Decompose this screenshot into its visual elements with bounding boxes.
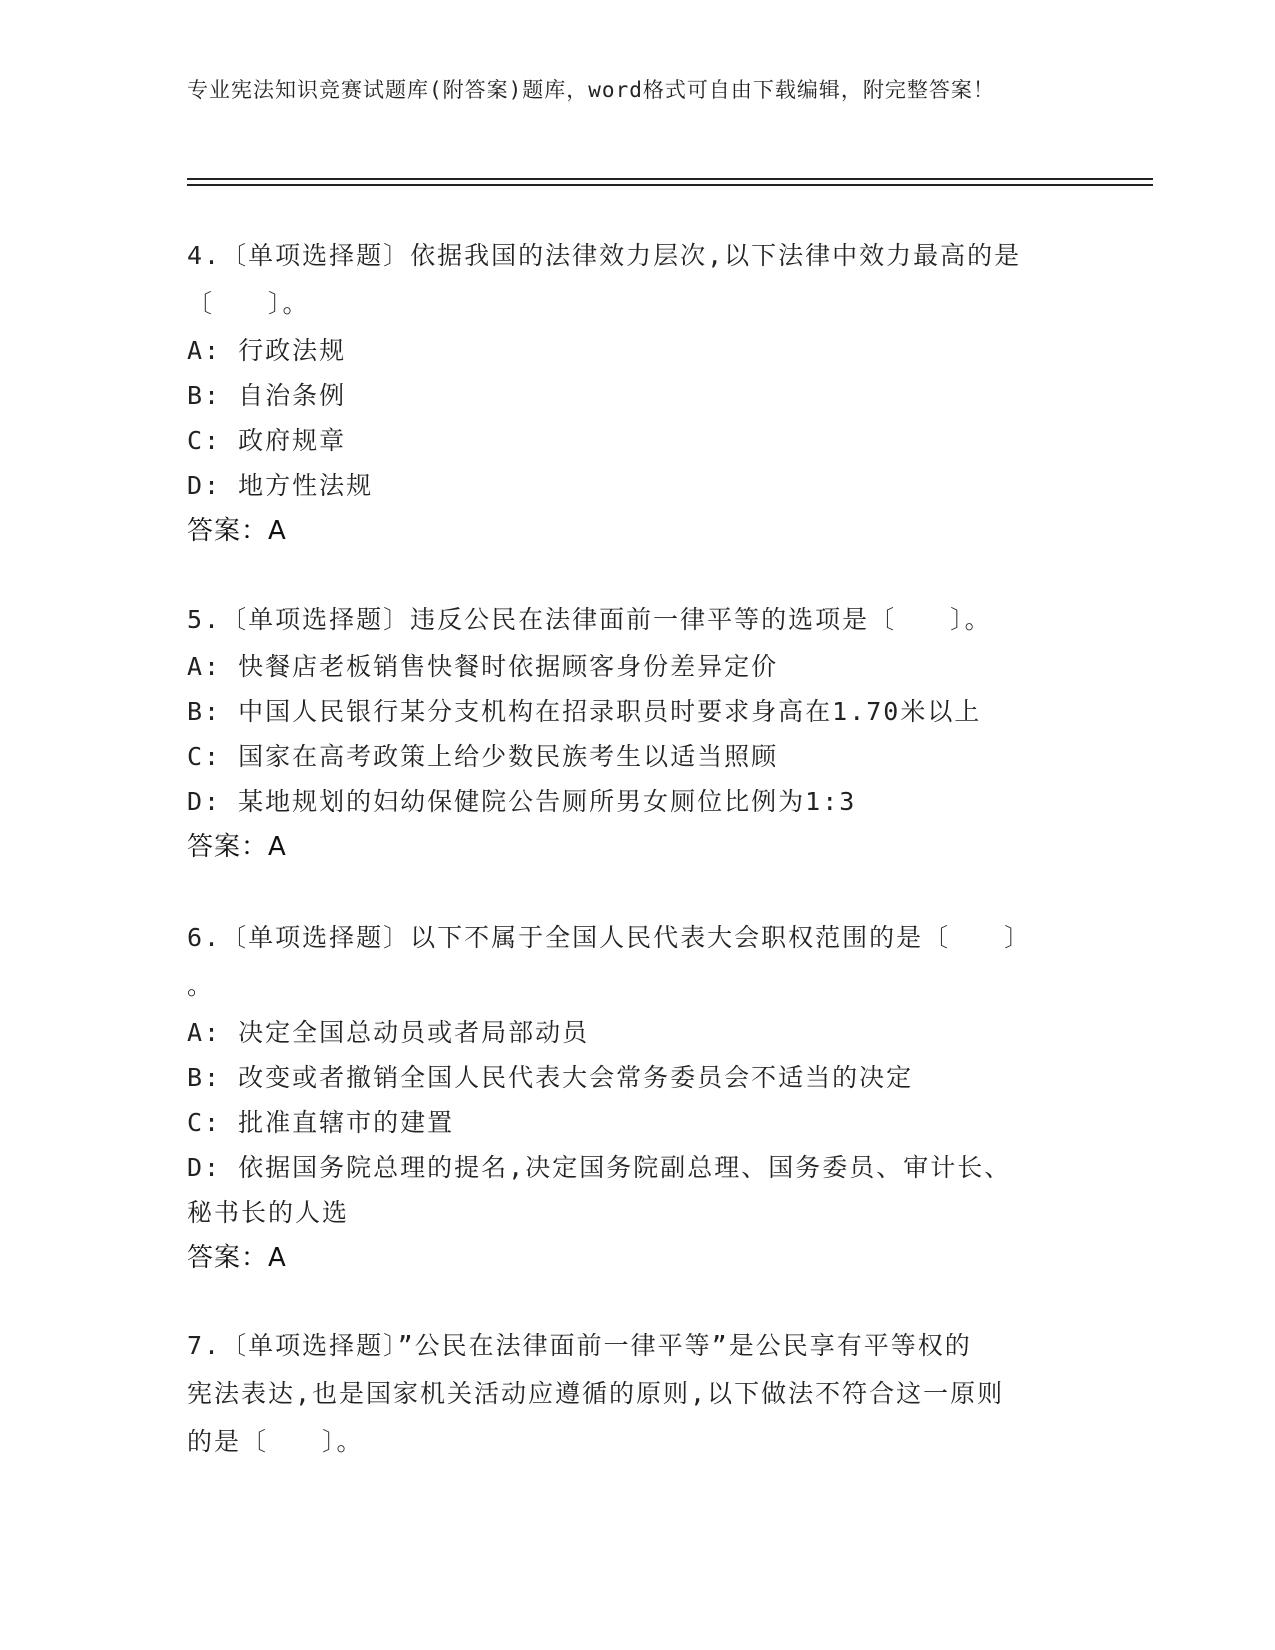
- option-d-continued: 秘书长的人选: [187, 1198, 350, 1227]
- question-stem-continued: 宪法表达,也是国家机关活动应遵循的原则,以下做法不符合这一原则: [187, 1379, 1005, 1408]
- option-c: C: 国家在高考政策上给少数民族考生以适当照顾: [187, 742, 779, 771]
- header-divider-top: [187, 178, 1153, 180]
- question-stem-continued: 〔 〕。: [187, 289, 310, 318]
- question-stem: 7.〔单项选择题〕”公民在法律面前一律平等”是公民享有平等权的: [187, 1331, 972, 1360]
- question-stem: 5.〔单项选择题〕违反公民在法律面前一律平等的选项是〔 〕。: [187, 605, 992, 634]
- question-5: [187, 596, 1067, 870]
- answer-line: 答案：A: [187, 516, 287, 546]
- question-4: [187, 232, 1067, 554]
- option-a: A: 决定全国总动员或者局部动员: [187, 1018, 590, 1047]
- answer-line: 答案：A: [187, 832, 287, 862]
- option-b: B: 中国人民银行某分支机构在招录职员时要求身高在1.70米以上: [187, 697, 982, 726]
- header-divider-bottom: [187, 184, 1153, 186]
- document-header: 专业宪法知识竞赛试题库(附答案)题库，word格式可自由下载编辑，附完整答案！: [187, 78, 995, 102]
- option-b: B: 自治条例: [187, 381, 347, 410]
- option-c: C: 政府规章: [187, 426, 347, 455]
- option-b: B: 改变或者撤销全国人民代表大会常务委员会不适当的决定: [187, 1063, 914, 1092]
- option-d: D: 某地规划的妇幼保健院公告厕所男女厕位比例为1:3: [187, 787, 857, 816]
- question-6: [187, 914, 1067, 1281]
- question-7: [187, 1322, 1067, 1466]
- option-c: C: 批准直辖市的建置: [187, 1108, 455, 1137]
- option-d: D: 地方性法规: [187, 471, 374, 500]
- option-d: D: 依据国务院总理的提名,决定国务院副总理、国务委员、审计长、: [187, 1153, 1012, 1182]
- option-a: A: 快餐店老板销售快餐时依据顾客身份差异定价: [187, 652, 779, 681]
- question-stem-continued: 。: [187, 971, 215, 1000]
- option-a: A: 行政法规: [187, 336, 347, 365]
- answer-line: 答案：A: [187, 1243, 287, 1273]
- question-stem-continued: 的是〔 〕。: [187, 1427, 364, 1456]
- question-stem: 4.〔单项选择题〕依据我国的法律效力层次,以下法律中效力最高的是: [187, 241, 1022, 270]
- question-stem: 6.〔单项选择题〕以下不属于全国人民代表大会职权范围的是〔 〕: [187, 923, 1032, 952]
